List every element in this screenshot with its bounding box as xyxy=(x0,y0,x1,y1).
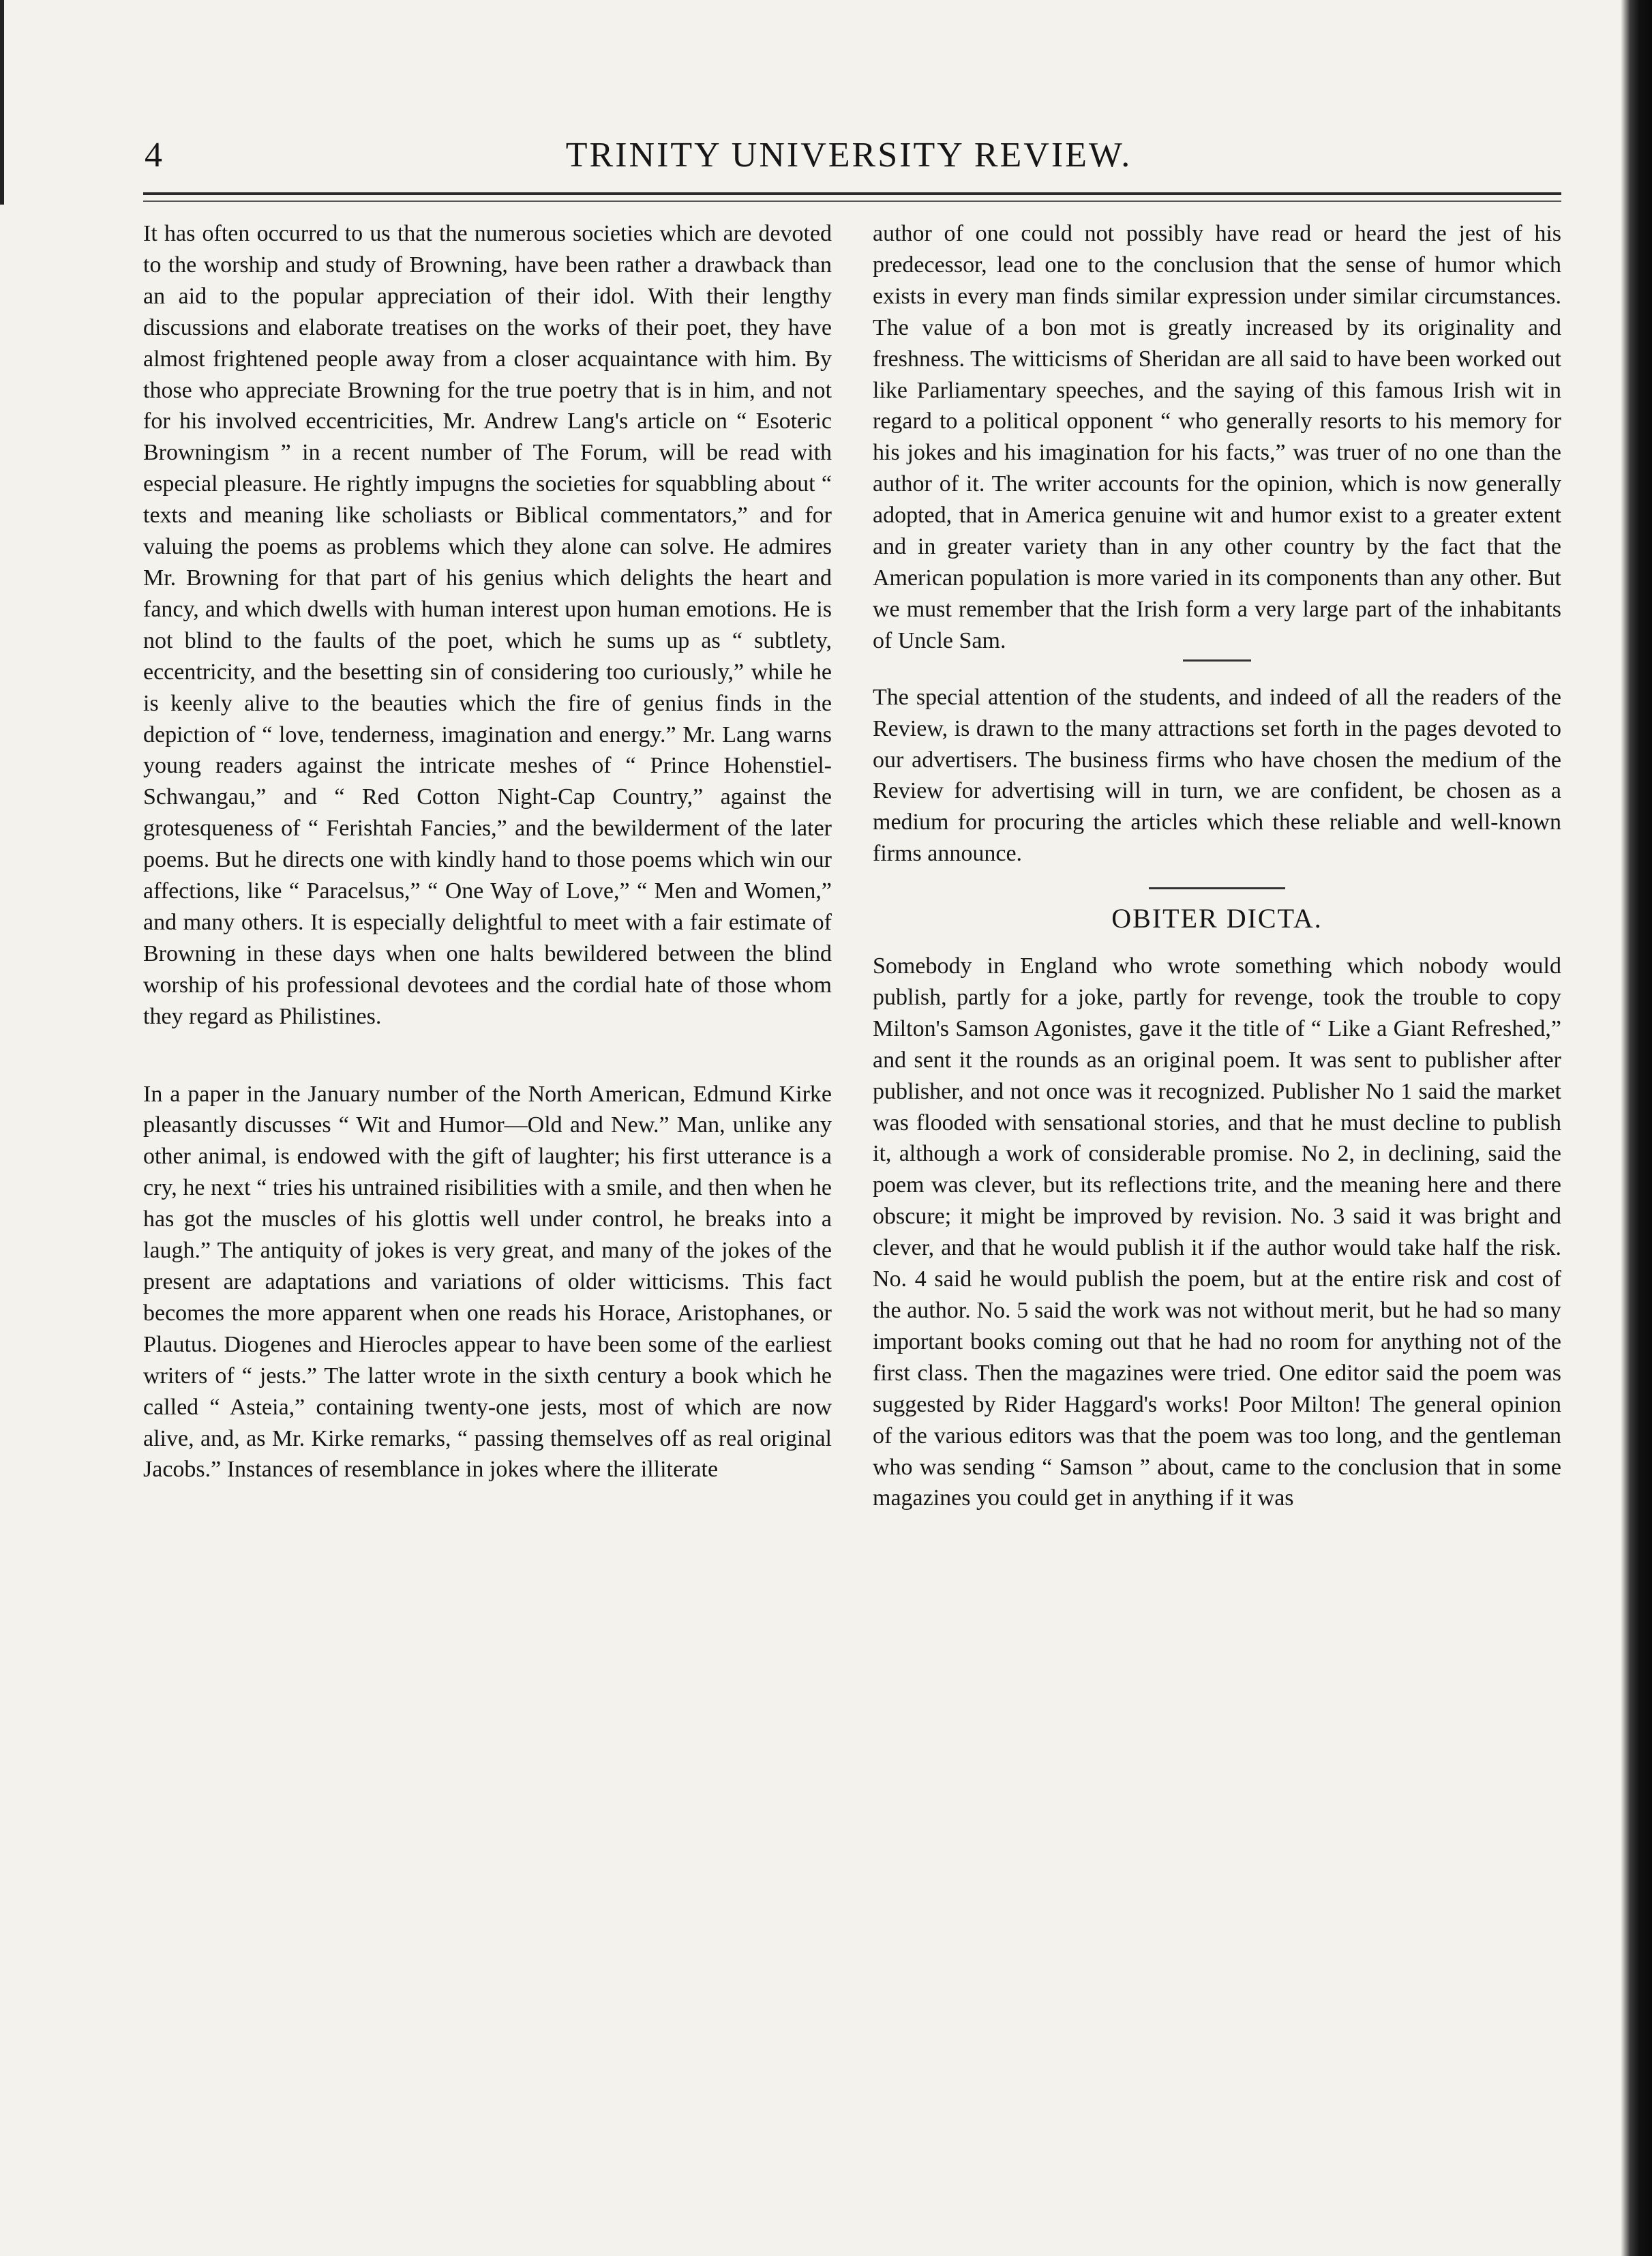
advertisers-paragraph: The special attention of the students, and indeed of all the readers of the Review, is drawn to the many attractions set forth in the pages devoted to our advertisers. The business firms who have chosen the medium of the Review for advertising will in turn, we are confident, be chosen as a medium for procuring the articles which these reliable and well-known firms announce. xyxy=(873,684,1561,867)
left-column xyxy=(143,218,832,1485)
right-column xyxy=(873,218,1561,1514)
wit-humor-continued-paragraph: author of one could not possibly have read or heard the jest of his predecessor, lead one to the conclusion that the sense of humor which exists in every man finds similar expression under similar circumstances. The value of a bon mot is greatly increased by its originality and freshness. The witticisms of Sheridan are all said to have been worked out like Parliamentary speeches, and the saying of this famous Irish wit in regard to a political opponent “ who generally resorts to his memory for his jokes and his imagination for his facts,” was truer of no one than the author of it. The writer accounts for the opinion, which is now generally adopted, that in America genuine wit and humor exist to a greater extent and in greater variety than in any other country by the fact that the American population is more varied in its components than any other. But we must remember that the Irish form a very large part of the inhabitants of Uncle Sam. xyxy=(873,221,1561,653)
page-number: 4 xyxy=(145,136,162,175)
page-edge-mark xyxy=(0,0,4,205)
page-header xyxy=(130,135,1568,183)
obiter-dicta-heading: OBITER DICTA. xyxy=(1111,903,1323,934)
samson-agonistes-paragraph: Somebody in England who wrote something which nobody would publish, partly for a joke, partly for revenge, took the trouble to copy Milton's Samson Agonistes, gave it the title of “ Like a Giant Refreshed,” and sent it the rounds as an original poem. It was sent to publisher after publisher, and not once was it recognized. Publisher No 1 said the market was flooded with sensational stories, and that he must decline to publish it, although a work of considerable promise. No 2, in declining, said the poem was clever, but its reflections trite, and the meaning here and there obscure; it might be improved by revision. No. 3 said it was bright and clever, and that he would publish it if the author would take half the risk. No. 4 said he would publish the poem, but at the entire risk and cost of the author. No. 5 said the work was not without merit, but he had so many important books coming out that he had no room for anything not of the first class. Then the magazines were tried. One editor said the poem was suggested by Rider Haggard's works! Poor Milton! The general opinion of the various editors was that the poem was too long, and the gentleman who was sending “ Samson ” about, came to the conclusion that in some magazines you could get in anything if it was xyxy=(873,953,1561,1511)
header-rule-thin xyxy=(143,201,1561,202)
binding-edge xyxy=(1621,0,1652,2256)
header-rule xyxy=(143,192,1561,195)
section-divider xyxy=(1183,659,1251,662)
section-divider xyxy=(1149,887,1285,889)
journal-title: TRINITY UNIVERSITY REVIEW. xyxy=(565,136,1132,175)
wit-humor-paragraph: In a paper in the January number of the North American, Edmund Kirke pleasantly discusses “ Wit and Humor—Old and New.” Man, unlike any other animal, is endowed with the gift of laughter; his first utterance is a cry, he next “ tries his untrained risibilities with a smile, and then when he has got the muscles of his glottis well under control, he breaks into a laugh.” The antiquity of jokes is very great, and many of the jokes of the present are adaptations and variations of older witticisms. This fact becomes the more apparent when one reads his Horace, Aristophanes, or Plautus. Diogenes and Hierocles appear to have been some of the earliest writers of “ jests.” The latter wrote in the sixth century a book which he called “ Asteia,” containing twenty-one jests, most of which are now alive, and, as Mr. Kirke remarks, “ passing themselves off as real original Jacobs.” Instances of resemblance in jokes where the illiterate xyxy=(143,1081,832,1483)
browning-paragraph: It has often occurred to us that the numerous societies which are devoted to the worship and study of Browning, have been rather a drawback than an aid to the popular appreciation of their idol. With their lengthy discussions and elaborate treatises on the works of their poet, they have almost frightened people away from a closer acquaintance with him. By those who appreciate Browning for the true poetry that is in him, and not for his involved eccentricities, Mr. Andrew Lang's article on “ Esoteric Browningism ” in a recent number of The Forum, will be read with especial pleasure. He rightly impugns the societies for squabbling about “ texts and meaning like scholiasts or Biblical commentators,” and for valuing the poems as problems which they alone can solve. He admires Mr. Browning for that part of his genius which delights the heart and fancy, and which dwells with human interest upon human emotions. He is not blind to the faults of the poet, which he sums up as “ subtlety, eccentricity, and the besetting sin of considering too curiously,” while he is keenly alive to the beauties which the fire of genius finds in the depiction of “ love, tenderness, imagination and energy.” Mr. Lang warns young readers against the intricate meshes of “ Prince Hohenstiel-Schwangau,” and “ Red Cotton Night-Cap Country,” against the grotesqueness of “ Ferishtah Fancies,” and the bewilderment of the later poems. But he directs one with kindly hand to those poems which win our affections, like “ Paracelsus,” “ One Way of Love,” “ Men and Women,” and many others. It is especially delightful to meet with a fair estimate of Browning in these days when one halts bewildered between the blind worship of his professional devotees and the cordial hate of those whom they regard as Philistines. xyxy=(143,221,832,1029)
paragraph-gap xyxy=(143,1033,832,1079)
